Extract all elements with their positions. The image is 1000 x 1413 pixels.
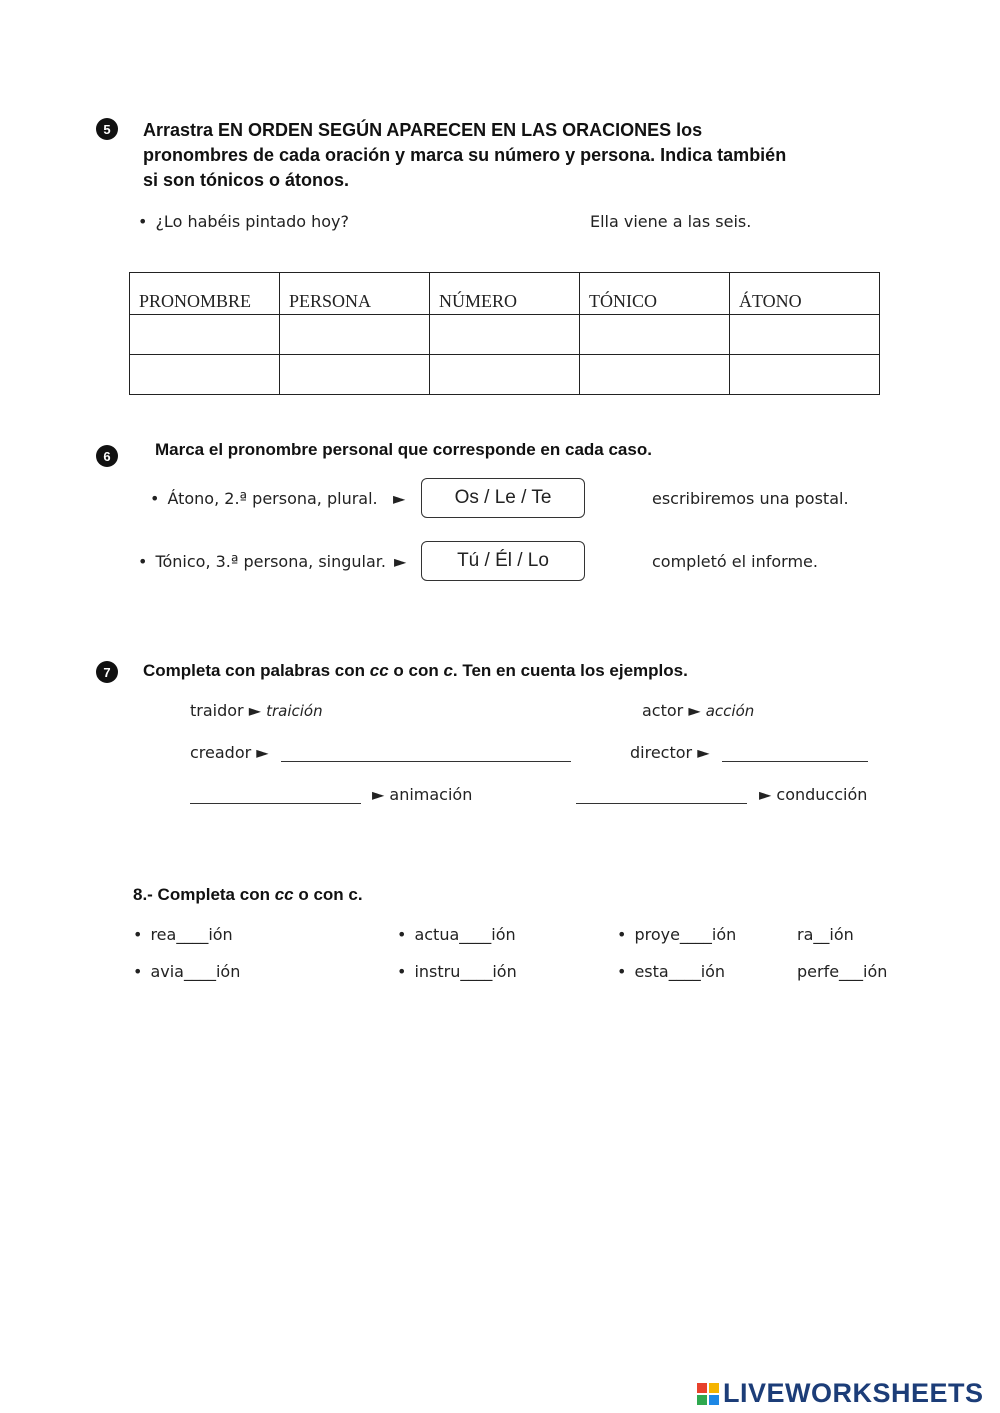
word-text: rea____ión: [150, 925, 233, 944]
bullet: •: [133, 962, 143, 981]
drop-cell[interactable]: [130, 355, 280, 395]
item-2-clue-text: Tónico, 3.ª persona, singular.: [155, 552, 386, 571]
word-text: esta____ión: [634, 962, 726, 981]
item-1-sentence: escribiremos una postal.: [652, 489, 849, 508]
question-1-word: creador ►: [190, 743, 269, 762]
word-item[interactable]: ra__ión: [797, 925, 854, 944]
exercise-5-instructions: [143, 118, 903, 193]
bullet: •: [133, 925, 143, 944]
word-item[interactable]: [397, 925, 516, 944]
title-part: o con c.: [293, 885, 363, 904]
example-1: [190, 701, 323, 720]
exercise-number-6: 6: [96, 445, 118, 467]
pronoun-select-2[interactable]: Tú / Él / Lo: [421, 541, 585, 581]
word-item[interactable]: [617, 962, 725, 981]
sentence-1-text: ¿Lo habéis pintado hoy?: [155, 212, 349, 231]
question-2-word: director ►: [630, 743, 710, 762]
word-item[interactable]: [617, 925, 736, 944]
table-header-row: [130, 273, 880, 315]
question-4-word: ► conducción: [759, 785, 868, 804]
header-tonico: TÓNICO: [580, 273, 730, 315]
question-3-word: ► animación: [372, 785, 473, 804]
arrow-icon: ►: [394, 552, 407, 571]
arrow-icon: ►: [393, 489, 406, 508]
word-text: actua____ión: [414, 925, 516, 944]
word-item[interactable]: [133, 962, 240, 981]
title-part: Completa con palabras con: [143, 661, 370, 680]
pronoun-select-1[interactable]: Os / Le / Te: [421, 478, 585, 518]
drop-cell[interactable]: [430, 355, 580, 395]
example-1-answer: traición: [266, 702, 323, 720]
bullet: •: [397, 962, 407, 981]
header-numero: NÚMERO: [430, 273, 580, 315]
word-item[interactable]: [397, 962, 517, 981]
drop-cell[interactable]: [730, 355, 880, 395]
title-part: . Ten en cuenta los ejemplos.: [452, 661, 688, 680]
word-text: avia____ión: [150, 962, 241, 981]
bullet: •: [617, 962, 627, 981]
example-2-answer: acción: [705, 702, 755, 720]
title-part: 8.- Completa con: [133, 885, 275, 904]
word-item[interactable]: perfe___ión: [797, 962, 888, 981]
item-1-clue-text: Átono, 2.ª persona, plural.: [167, 489, 378, 508]
exercise-8-instructions: [133, 882, 363, 907]
bullet: •: [150, 489, 160, 508]
example-2-word: actor ►: [642, 701, 701, 720]
item-2-sentence: completó el informe.: [652, 552, 818, 571]
pronoun-table: [129, 272, 880, 395]
bullet: •: [617, 925, 627, 944]
drop-cell[interactable]: [280, 315, 430, 355]
sentence-1: [138, 212, 349, 231]
word-text: proye____ión: [634, 925, 737, 944]
exercise-number-7: 7: [96, 661, 118, 683]
bullet: •: [397, 925, 407, 944]
title-part: o con: [388, 661, 444, 680]
title-part: c: [443, 661, 453, 680]
exercise-7-instructions: [143, 658, 688, 683]
drop-cell[interactable]: [430, 315, 580, 355]
table-row: [130, 355, 880, 395]
answer-line-2[interactable]: [722, 761, 868, 762]
exercise-number-5: 5: [96, 118, 118, 140]
header-atono: ÁTONO: [730, 273, 880, 315]
item-1-clue: [150, 489, 378, 508]
drop-cell[interactable]: [580, 355, 730, 395]
drop-cell[interactable]: [580, 315, 730, 355]
example-1-word: traidor ►: [190, 701, 262, 720]
title-part: cc: [274, 885, 294, 904]
exercise-6-instructions: Marca el pronombre personal que corresponde en cada caso.: [155, 440, 652, 459]
liveworksheets-logo: [697, 1378, 984, 1409]
answer-line-4[interactable]: [576, 803, 747, 804]
answer-line-1[interactable]: [281, 761, 571, 762]
instruction-line-2: pronombres de cada oración y marca su número y persona. Indica también: [143, 145, 787, 165]
drop-cell[interactable]: [280, 355, 430, 395]
example-2: [642, 701, 754, 720]
item-2-clue: [138, 552, 386, 571]
bullet: •: [138, 212, 148, 231]
instruction-line-3: si son tónicos o átonos.: [143, 170, 350, 190]
table-row: [130, 315, 880, 355]
header-pronombre: PRONOMBRE: [130, 273, 280, 315]
instruction-line-1: Arrastra EN ORDEN SEGÚN APARECEN EN LAS ORACIONES los: [143, 120, 703, 140]
header-persona: PERSONA: [280, 273, 430, 315]
answer-line-3[interactable]: [190, 803, 361, 804]
drop-cell[interactable]: [730, 315, 880, 355]
logo-icon: [697, 1383, 719, 1405]
sentence-2: Ella viene a las seis.: [590, 212, 752, 231]
title-part: cc: [369, 661, 389, 680]
logo-text: LIVEWORKSHEETS: [723, 1378, 984, 1408]
bullet: •: [138, 552, 148, 571]
drop-cell[interactable]: [130, 315, 280, 355]
word-text: instru____ión: [414, 962, 517, 981]
word-item[interactable]: [133, 925, 233, 944]
